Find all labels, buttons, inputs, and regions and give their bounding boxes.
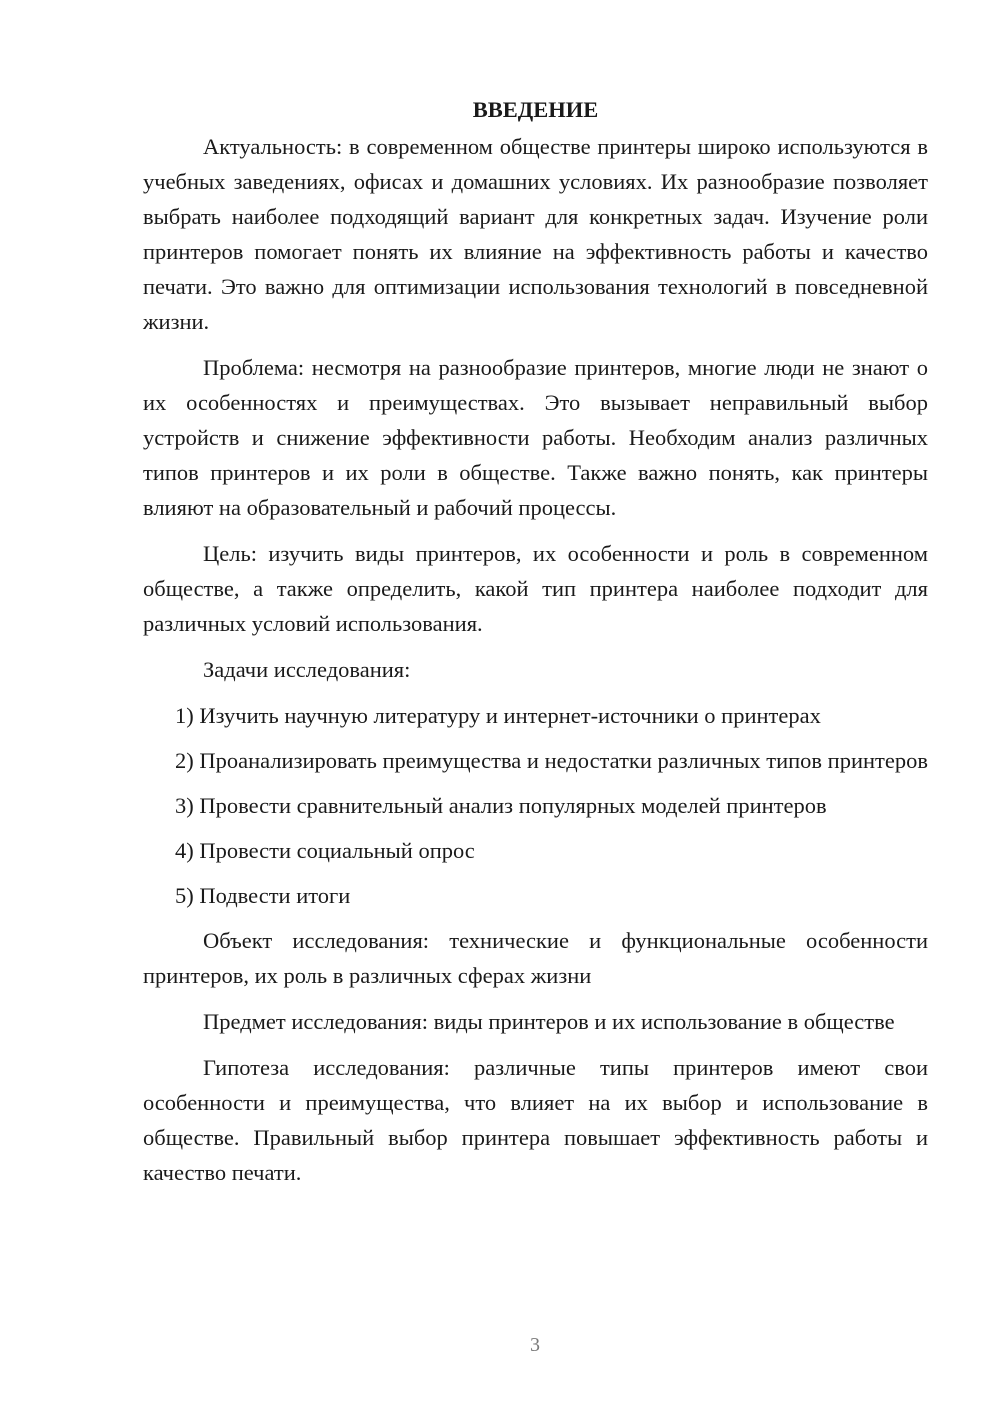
list-item: 4) Провести социальный опрос [175,838,475,863]
page-number: 3 [530,1334,540,1356]
list-item: 5) Подвести итоги [175,883,351,908]
paragraph-goal: Цель: изучить виды принтеров, их особенности и роль в современном обществе, а также определить, какой тип принтера наиболее подходит для различных условий использования. [143,541,928,636]
list-item: 1) Изучить научную литературу и интернет-источники о принтерах [175,703,821,728]
paragraph-subject: Предмет исследования: виды принтеров и их использование в обществе [203,1009,895,1034]
paragraph-relevance: Актуальность: в современном обществе принтеры широко используются в учебных заведениях, офисах и домашних условиях. Их разнообразие позволяет выбрать наиболее подходящий вариант для конкретных задач. Изучение роли принтеров помогает понять их влияние на эффективность работы и качество печати. Это важно для оптимизации использования технологий в повседневной жизни. [143,134,928,334]
paragraph-problem: Проблема: несмотря на разнообразие принтеров, многие люди не знают о их особенностях и преимуществах. Это вызывает неправильный выбор устройств и снижение эффективности работы. Необходим анализ различных типов принтеров и их роли в обществе. Также важно понять, как принтеры влияют на образовательный и рабочий процессы. [143,355,928,520]
paragraph-object: Объект исследования: технические и функциональные особенности принтеров, их роль в различных сферах жизни [143,928,928,988]
paragraph-tasks-heading: Задачи исследования: [203,657,411,682]
page-content [143,92,928,1201]
page-title: ВВЕДЕНИЕ [472,97,599,122]
list-item: 3) Провести сравнительный анализ популярных моделей принтеров [175,793,827,818]
paragraph-hypothesis: Гипотеза исследования: различные типы принтеров имеют свои особенности и преимущества, что влияет на их выбор и использование в обществе. Правильный выбор принтера повышает эффективность работы и качество печати. [143,1055,928,1185]
list-item: 2) Проанализировать преимущества и недостатки различных типов принтеров [175,748,928,773]
